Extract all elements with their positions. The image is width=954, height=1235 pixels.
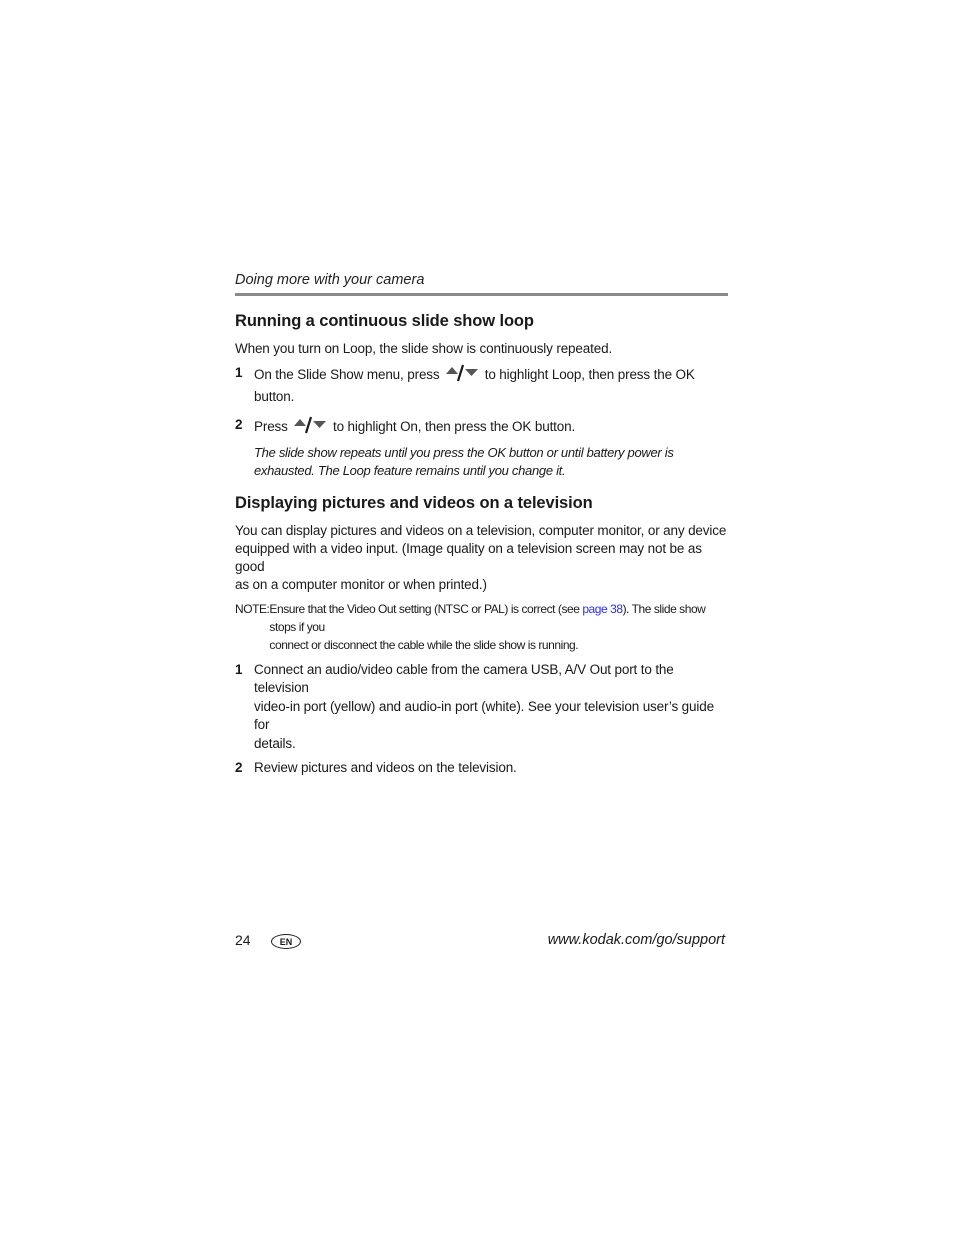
step-line: Connect an audio/video cable from the camera USB, A/V Out port to the television bbox=[254, 661, 674, 695]
paragraph-line: as on a computer monitor or when printed.) bbox=[235, 576, 487, 592]
note-line bbox=[269, 600, 728, 636]
note-label: NOTE: bbox=[235, 601, 270, 616]
step-text-after-icon: to highlight Loop, then press the OK button. bbox=[254, 367, 695, 404]
paragraph-line: You can display pictures and videos on a television, computer monitor, or any device bbox=[235, 522, 727, 538]
step-line: video-in port (yellow) and audio-in port (white). See your television user’s guide for bbox=[254, 698, 714, 732]
up-down-arrow-icon bbox=[293, 416, 327, 440]
note-text bbox=[269, 600, 728, 654]
loop-italic-note bbox=[254, 444, 728, 480]
header-rule bbox=[235, 293, 728, 296]
note-text-before-link: Ensure that the Video Out setting (NTSC or PAL) is correct (see bbox=[269, 601, 583, 616]
language-badge: EN bbox=[271, 934, 301, 949]
step-text bbox=[254, 661, 728, 754]
step-text-after-icon: to highlight On, then press the OK button. bbox=[332, 419, 576, 434]
step-text bbox=[254, 416, 728, 440]
step-text bbox=[254, 364, 728, 406]
tv-section-heading: Displaying pictures and videos on a television bbox=[235, 493, 593, 512]
loop-section-heading: Running a continuous slide show loop bbox=[235, 312, 534, 330]
loop-step-1 bbox=[235, 364, 728, 406]
loop-section-intro: When you turn on Loop, the slide show is continuously repeated. bbox=[235, 341, 613, 356]
step-text: Review pictures and videos on the television. bbox=[254, 760, 517, 775]
italic-note-line: exhausted. The Loop feature remains until you change it. bbox=[254, 462, 566, 478]
step-number: 2 bbox=[235, 417, 243, 432]
step-text-before-icon: On the Slide Show menu, press bbox=[254, 367, 440, 382]
italic-note-line: The slide show repeats until you press the OK button or until battery power is bbox=[254, 444, 674, 460]
page-footer bbox=[235, 930, 725, 954]
page-content bbox=[235, 270, 728, 778]
step-line: details. bbox=[254, 735, 296, 751]
paragraph-line: equipped with a video input. (Image quality on a television screen may not be as good bbox=[235, 540, 702, 574]
page-38-link[interactable]: page 38 bbox=[582, 601, 623, 616]
tv-step-1 bbox=[235, 661, 728, 754]
support-url[interactable]: www.kodak.com/go/support bbox=[547, 932, 725, 948]
tv-section-paragraph bbox=[235, 522, 728, 594]
note-text-after-link: ). The slide show stops if you bbox=[269, 601, 706, 634]
step-number: 1 bbox=[235, 365, 243, 380]
loop-step-2 bbox=[235, 416, 728, 440]
up-down-arrow-icon bbox=[445, 364, 479, 388]
tv-step-2 bbox=[235, 759, 728, 778]
step-text-before-icon: Press bbox=[254, 419, 288, 434]
running-header: Doing more with your camera bbox=[235, 272, 425, 288]
step-number: 1 bbox=[235, 661, 243, 677]
tv-note bbox=[235, 600, 728, 654]
page-number: 24 bbox=[235, 932, 251, 948]
note-line: connect or disconnect the cable while the slide show is running. bbox=[269, 637, 579, 652]
step-number: 2 bbox=[235, 760, 243, 775]
